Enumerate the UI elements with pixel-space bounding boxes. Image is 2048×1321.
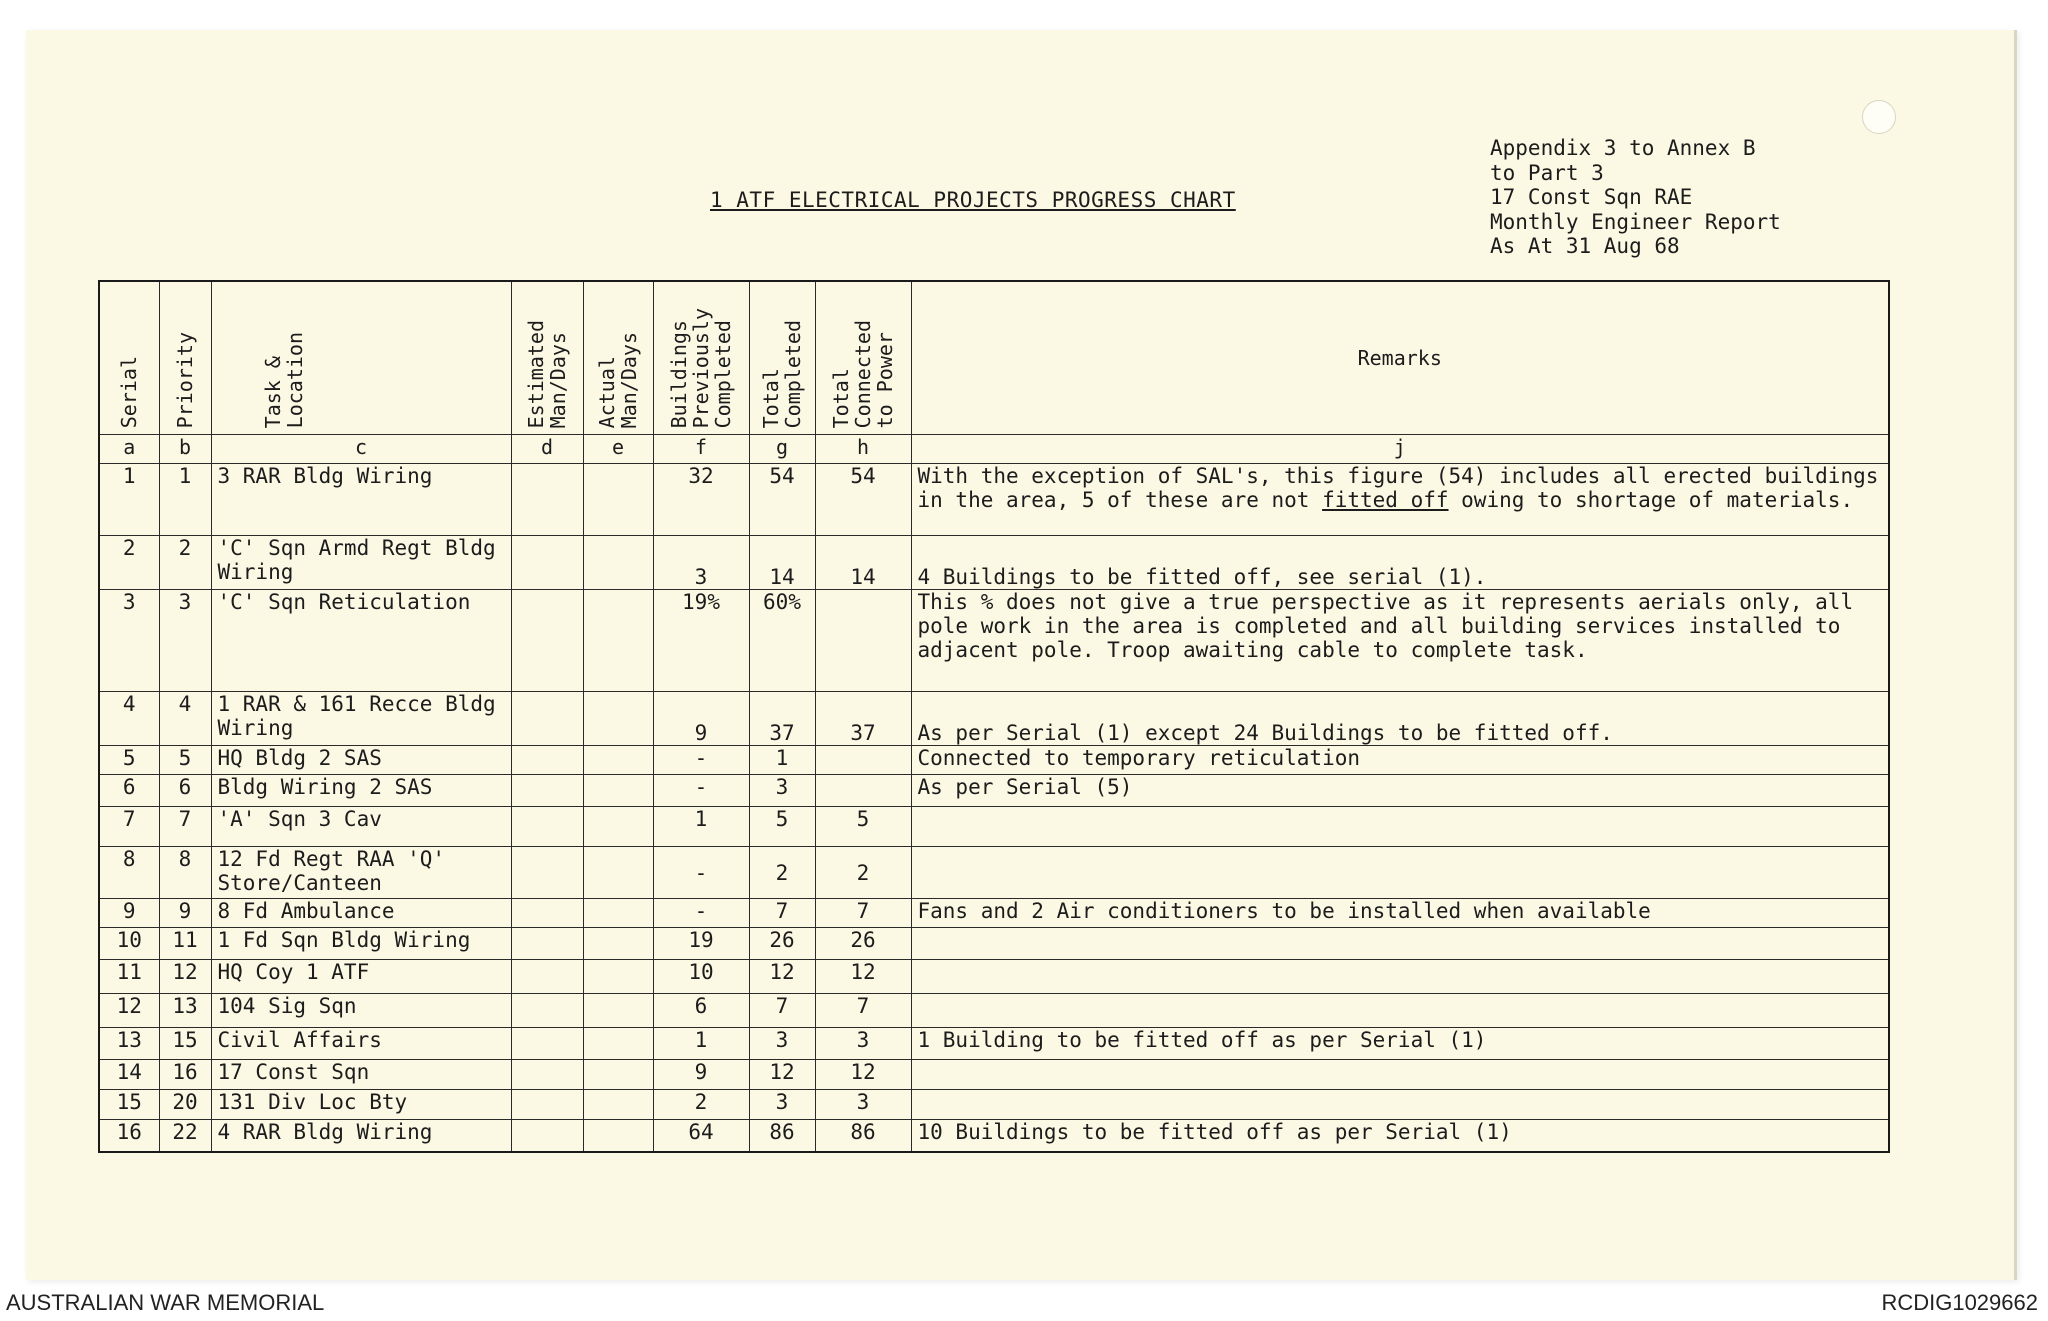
cell-serial: 16: [99, 1120, 159, 1152]
cell-remarks: [911, 960, 1889, 994]
cell-serial: 8: [99, 847, 159, 899]
cell-priority: 2: [159, 536, 211, 590]
cell-serial: 3: [99, 590, 159, 692]
cell-remarks: [911, 847, 1889, 899]
col-letter: g: [749, 435, 815, 464]
col-letter: f: [653, 435, 749, 464]
col-letter: j: [911, 435, 1889, 464]
cell-task: 3 RAR Bldg Wiring: [211, 464, 511, 536]
table-row: [99, 536, 1889, 590]
cell-priority: 20: [159, 1090, 211, 1120]
cell-priority: 12: [159, 960, 211, 994]
cell-total: 3: [749, 775, 815, 807]
cell-task: 'C' Sqn Reticulation: [211, 590, 511, 692]
table-row: [99, 746, 1889, 775]
cell-total: 2: [749, 847, 815, 899]
cell-actual: [583, 692, 653, 746]
cell-estimated: [511, 536, 583, 590]
cell-total: 12: [749, 960, 815, 994]
cell-actual: [583, 994, 653, 1028]
col-header-previously: Buildings Previously Completed: [653, 281, 749, 435]
table-row: [99, 960, 1889, 994]
cell-task: 1 RAR & 161 Recce Bldg Wiring: [211, 692, 511, 746]
cell-connected: [815, 775, 911, 807]
col-header-connected: Total Connected to Power: [815, 281, 911, 435]
cell-connected: [815, 746, 911, 775]
cell-task: 8 Fd Ambulance: [211, 899, 511, 928]
cell-total: 3: [749, 1090, 815, 1120]
cell-total: 5: [749, 807, 815, 847]
col-header-task: Task & Location: [211, 281, 511, 435]
table-row: [99, 994, 1889, 1028]
cell-remarks: [911, 807, 1889, 847]
appendix-block: [1490, 136, 1781, 259]
cell-priority: 5: [159, 746, 211, 775]
cell-total: 7: [749, 899, 815, 928]
cell-priority: 16: [159, 1060, 211, 1090]
cell-remarks: As per Serial (5): [911, 775, 1889, 807]
footer-archive-name: AUSTRALIAN WAR MEMORIAL: [6, 1290, 325, 1315]
appendix-line: As At 31 Aug 68: [1490, 234, 1680, 258]
cell-connected: 26: [815, 928, 911, 960]
cell-remarks: [911, 1090, 1889, 1120]
cell-actual: [583, 1120, 653, 1152]
table-row: [99, 807, 1889, 847]
progress-table: [98, 280, 1890, 1153]
cell-estimated: [511, 1060, 583, 1090]
cell-estimated: [511, 692, 583, 746]
cell-previously: 6: [653, 994, 749, 1028]
cell-actual: [583, 807, 653, 847]
cell-connected: 37: [815, 692, 911, 746]
cell-serial: 9: [99, 899, 159, 928]
table-row: [99, 692, 1889, 746]
cell-task: 1 Fd Sqn Bldg Wiring: [211, 928, 511, 960]
header-row: [99, 281, 1889, 435]
cell-previously: 19%: [653, 590, 749, 692]
cell-remarks: 4 Buildings to be fitted off, see serial (1).: [911, 536, 1889, 590]
cell-estimated: [511, 746, 583, 775]
cell-connected: 3: [815, 1090, 911, 1120]
cell-actual: [583, 775, 653, 807]
cell-previously: 32: [653, 464, 749, 536]
cell-estimated: [511, 1090, 583, 1120]
col-letter: h: [815, 435, 911, 464]
cell-task: 131 Div Loc Bty: [211, 1090, 511, 1120]
cell-serial: 14: [99, 1060, 159, 1090]
cell-task: Civil Affairs: [211, 1028, 511, 1060]
cell-priority: 6: [159, 775, 211, 807]
cell-task: 12 Fd Regt RAA 'Q' Store/Canteen: [211, 847, 511, 899]
cell-connected: 7: [815, 994, 911, 1028]
cell-serial: 6: [99, 775, 159, 807]
table-row: [99, 464, 1889, 536]
cell-task: HQ Coy 1 ATF: [211, 960, 511, 994]
cell-total: 14: [749, 536, 815, 590]
col-letter: d: [511, 435, 583, 464]
table-row: [99, 899, 1889, 928]
letter-row: [99, 435, 1889, 464]
cell-total: 86: [749, 1120, 815, 1152]
cell-actual: [583, 536, 653, 590]
table-row: [99, 1120, 1889, 1152]
appendix-line: Appendix 3 to Annex B: [1490, 136, 1756, 160]
cell-serial: 5: [99, 746, 159, 775]
cell-estimated: [511, 960, 583, 994]
cell-remarks: [911, 994, 1889, 1028]
cell-estimated: [511, 928, 583, 960]
table-row: [99, 847, 1889, 899]
cell-serial: 4: [99, 692, 159, 746]
cell-connected: 54: [815, 464, 911, 536]
cell-task: 'A' Sqn 3 Cav: [211, 807, 511, 847]
cell-serial: 1: [99, 464, 159, 536]
cell-previously: 10: [653, 960, 749, 994]
cell-task: HQ Bldg 2 SAS: [211, 746, 511, 775]
cell-estimated: [511, 847, 583, 899]
cell-connected: [815, 590, 911, 692]
cell-remarks: Connected to temporary reticulation: [911, 746, 1889, 775]
cell-estimated: [511, 994, 583, 1028]
col-header-estimated: Estimated Man/Days: [511, 281, 583, 435]
cell-task: Bldg Wiring 2 SAS: [211, 775, 511, 807]
cell-remarks: [911, 928, 1889, 960]
cell-remarks: As per Serial (1) except 24 Buildings to be fitted off.: [911, 692, 1889, 746]
cell-priority: 1: [159, 464, 211, 536]
cell-previously: 2: [653, 1090, 749, 1120]
cell-priority: 7: [159, 807, 211, 847]
cell-estimated: [511, 807, 583, 847]
cell-priority: 11: [159, 928, 211, 960]
cell-estimated: [511, 775, 583, 807]
cell-serial: 7: [99, 807, 159, 847]
cell-priority: 4: [159, 692, 211, 746]
col-header-serial: Serial: [99, 281, 159, 435]
table-row: [99, 590, 1889, 692]
cell-previously: -: [653, 746, 749, 775]
cell-serial: 10: [99, 928, 159, 960]
table-row: [99, 1060, 1889, 1090]
cell-priority: 9: [159, 899, 211, 928]
cell-actual: [583, 960, 653, 994]
cell-connected: 12: [815, 1060, 911, 1090]
cell-estimated: [511, 899, 583, 928]
cell-connected: 12: [815, 960, 911, 994]
cell-previously: 64: [653, 1120, 749, 1152]
cell-remarks: 10 Buildings to be fitted off as per Serial (1): [911, 1120, 1889, 1152]
cell-actual: [583, 746, 653, 775]
cell-remarks: Fans and 2 Air conditioners to be installed when available: [911, 899, 1889, 928]
cell-actual: [583, 1028, 653, 1060]
col-letter: c: [211, 435, 511, 464]
cell-previously: 9: [653, 692, 749, 746]
cell-task: 17 Const Sqn: [211, 1060, 511, 1090]
col-header-actual: Actual Man/Days: [583, 281, 653, 435]
cell-priority: 13: [159, 994, 211, 1028]
cell-total: 7: [749, 994, 815, 1028]
cell-total: 37: [749, 692, 815, 746]
cell-connected: 3: [815, 1028, 911, 1060]
appendix-line: 17 Const Sqn RAE: [1490, 185, 1693, 209]
cell-estimated: [511, 590, 583, 692]
cell-remarks: This % does not give a true perspective as it represents aerials only, all pole work in the area is completed and all building services installed to adjacent pole. Troop awaiting cable to complete task.: [911, 590, 1889, 692]
cell-actual: [583, 1060, 653, 1090]
cell-remarks: [911, 1060, 1889, 1090]
cell-serial: 12: [99, 994, 159, 1028]
cell-actual: [583, 899, 653, 928]
col-letter: a: [99, 435, 159, 464]
cell-actual: [583, 464, 653, 536]
table-row: [99, 1028, 1889, 1060]
col-header-remarks: Remarks: [911, 281, 1889, 435]
cell-previously: -: [653, 847, 749, 899]
cell-task: 'C' Sqn Armd Regt Bldg Wiring: [211, 536, 511, 590]
cell-serial: 15: [99, 1090, 159, 1120]
cell-estimated: [511, 1120, 583, 1152]
page-title: 1 ATF ELECTRICAL PROJECTS PROGRESS CHART: [710, 188, 1236, 212]
cell-total: 26: [749, 928, 815, 960]
table-row: [99, 775, 1889, 807]
cell-previously: 9: [653, 1060, 749, 1090]
cell-estimated: [511, 1028, 583, 1060]
cell-remarks: With the exception of SAL's, this figure (54) includes all erected buildings in the area, 5 of these are not fitted off owing to shortage of materials.: [911, 464, 1889, 536]
footer-record-id: RCDIG1029662: [1881, 1290, 2038, 1315]
cell-total: 54: [749, 464, 815, 536]
cell-connected: 7: [815, 899, 911, 928]
cell-serial: 2: [99, 536, 159, 590]
cell-actual: [583, 847, 653, 899]
cell-connected: 2: [815, 847, 911, 899]
cell-remarks: 1 Building to be fitted off as per Serial (1): [911, 1028, 1889, 1060]
appendix-line: Monthly Engineer Report: [1490, 209, 1781, 234]
cell-total: 60%: [749, 590, 815, 692]
cell-previously: 1: [653, 1028, 749, 1060]
col-header-priority: Priority: [159, 281, 211, 435]
cell-serial: 13: [99, 1028, 159, 1060]
cell-total: 3: [749, 1028, 815, 1060]
cell-previously: 1: [653, 807, 749, 847]
cell-previously: 19: [653, 928, 749, 960]
cell-previously: -: [653, 899, 749, 928]
table-row: [99, 928, 1889, 960]
col-header-total: Total Completed: [749, 281, 815, 435]
cell-priority: 15: [159, 1028, 211, 1060]
cell-estimated: [511, 464, 583, 536]
cell-total: 12: [749, 1060, 815, 1090]
cell-previously: -: [653, 775, 749, 807]
cell-connected: 5: [815, 807, 911, 847]
cell-previously: 3: [653, 536, 749, 590]
col-letter: e: [583, 435, 653, 464]
punch-hole: [1862, 100, 1896, 134]
col-letter: b: [159, 435, 211, 464]
cell-priority: 8: [159, 847, 211, 899]
cell-actual: [583, 1090, 653, 1120]
cell-connected: 14: [815, 536, 911, 590]
cell-priority: 22: [159, 1120, 211, 1152]
cell-connected: 86: [815, 1120, 911, 1152]
appendix-line: to Part 3: [1490, 160, 1604, 185]
cell-task: 104 Sig Sqn: [211, 994, 511, 1028]
cell-actual: [583, 928, 653, 960]
cell-priority: 3: [159, 590, 211, 692]
cell-total: 1: [749, 746, 815, 775]
cell-task: 4 RAR Bldg Wiring: [211, 1120, 511, 1152]
cell-actual: [583, 590, 653, 692]
cell-serial: 11: [99, 960, 159, 994]
table-row: [99, 1090, 1889, 1120]
